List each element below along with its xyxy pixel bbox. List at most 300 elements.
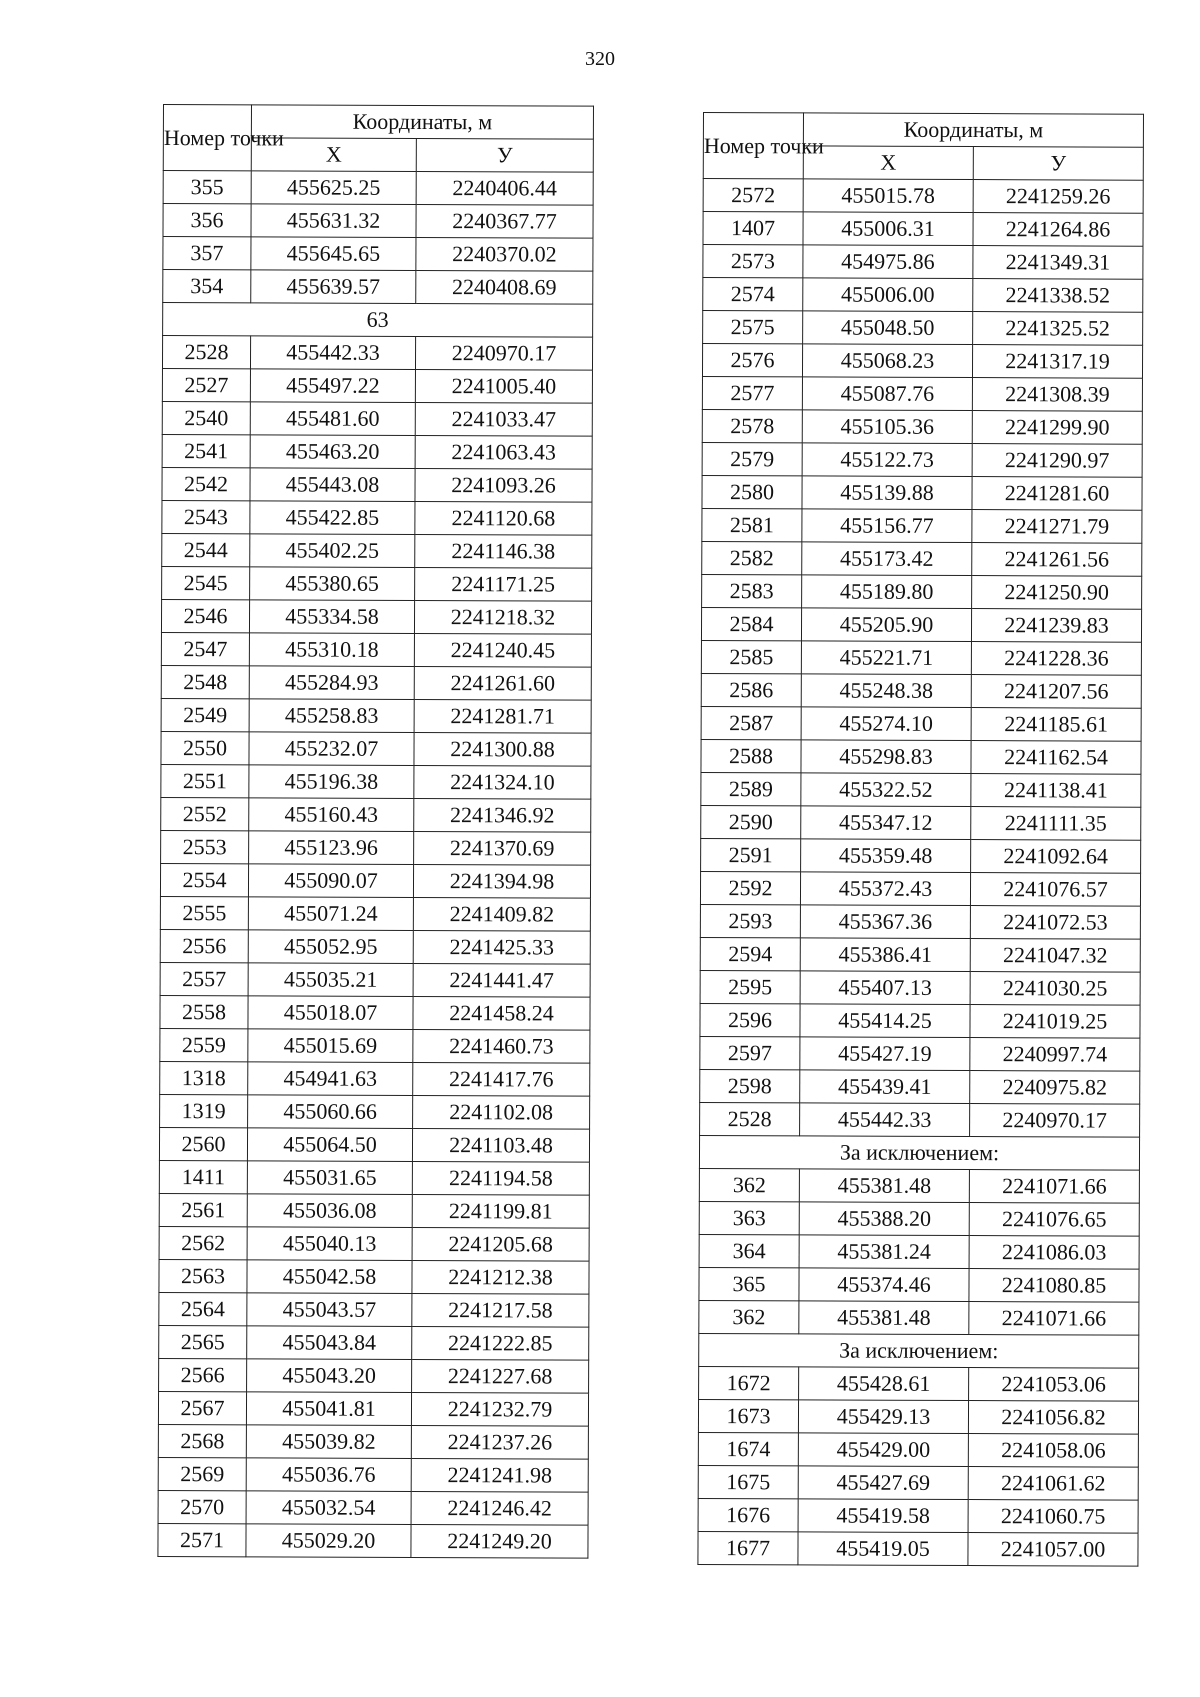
table-row xyxy=(160,995,590,1030)
x-coordinate-cell: 455043.57 xyxy=(247,1293,412,1327)
point-number-cell: 364 xyxy=(699,1234,799,1267)
y-coordinate-cell: 2241072.53 xyxy=(970,906,1140,940)
y-coordinate-cell: 2241271.79 xyxy=(972,510,1142,544)
table-row xyxy=(698,1399,1138,1434)
point-number-cell: 2561 xyxy=(159,1193,247,1226)
point-number-cell: 2558 xyxy=(160,995,248,1028)
x-coordinate-cell: 455443.08 xyxy=(250,468,415,502)
x-coordinate-cell: 455645.65 xyxy=(251,237,416,271)
table-row xyxy=(160,1094,590,1129)
section-row xyxy=(699,1333,1139,1368)
table-row xyxy=(162,533,592,568)
x-coordinate-cell: 455419.05 xyxy=(798,1532,968,1566)
table-row xyxy=(699,1201,1139,1236)
x-coordinate-cell: 455018.07 xyxy=(248,996,413,1030)
header-point-number: Номер точки xyxy=(703,113,803,179)
table-row xyxy=(700,1069,1140,1104)
y-coordinate-cell: 2241217.58 xyxy=(412,1293,589,1327)
y-coordinate-cell: 2241005.40 xyxy=(415,369,592,403)
point-number-cell: 2549 xyxy=(161,698,249,731)
y-coordinate-cell: 2241047.32 xyxy=(970,939,1140,973)
y-coordinate-cell: 2241111.35 xyxy=(971,807,1141,841)
y-coordinate-cell: 2241138.41 xyxy=(971,774,1141,808)
y-coordinate-cell: 2241370.69 xyxy=(414,831,591,865)
x-coordinate-cell: 455032.54 xyxy=(246,1491,411,1525)
point-number-cell: 2562 xyxy=(159,1226,247,1259)
table-row xyxy=(161,797,591,832)
x-coordinate-cell: 455439.41 xyxy=(800,1070,970,1104)
y-coordinate-cell: 2241240.45 xyxy=(414,633,591,667)
x-coordinate-cell: 455205.90 xyxy=(801,608,971,642)
y-coordinate-cell: 2241338.52 xyxy=(973,279,1143,313)
y-coordinate-cell: 2241207.56 xyxy=(971,675,1141,709)
x-coordinate-cell: 455631.32 xyxy=(251,204,416,238)
y-coordinate-cell: 2241199.81 xyxy=(412,1194,589,1228)
x-coordinate-cell: 455380.65 xyxy=(250,567,415,601)
y-coordinate-cell: 2241058.06 xyxy=(968,1434,1138,1468)
y-coordinate-cell: 2241019.25 xyxy=(970,1005,1140,1039)
point-number-cell: 2570 xyxy=(158,1490,246,1523)
y-coordinate-cell: 2241092.64 xyxy=(971,840,1141,874)
point-number-cell: 2567 xyxy=(158,1391,246,1424)
y-coordinate-cell: 2241093.26 xyxy=(415,468,592,502)
table-row xyxy=(699,1234,1139,1269)
table-row xyxy=(700,970,1140,1005)
table-row xyxy=(703,245,1143,280)
x-coordinate-cell: 455429.00 xyxy=(798,1433,968,1467)
table-row xyxy=(159,1160,589,1195)
y-coordinate-cell: 2240975.82 xyxy=(970,1071,1140,1105)
y-coordinate-cell: 2241057.00 xyxy=(968,1533,1138,1567)
y-coordinate-cell: 2241185.61 xyxy=(971,708,1141,742)
y-coordinate-cell: 2240970.17 xyxy=(415,336,592,370)
x-coordinate-cell: 455463.20 xyxy=(250,435,415,469)
y-coordinate-cell: 2241349.31 xyxy=(973,246,1143,280)
point-number-cell: 2552 xyxy=(161,797,249,830)
table-row xyxy=(702,574,1142,609)
point-number-cell: 2560 xyxy=(159,1127,247,1160)
y-coordinate-cell: 2241060.75 xyxy=(968,1500,1138,1534)
point-number-cell: 355 xyxy=(163,171,251,204)
y-coordinate-cell: 2241030.25 xyxy=(970,972,1140,1006)
table-row xyxy=(162,336,592,371)
table-row xyxy=(162,434,592,469)
section-row xyxy=(163,303,593,338)
table-row xyxy=(160,929,590,964)
point-number-cell: 357 xyxy=(163,237,251,270)
table-body xyxy=(158,171,593,1559)
table-row xyxy=(160,896,590,931)
y-coordinate-cell: 2241425.33 xyxy=(413,930,590,964)
point-number-cell: 2540 xyxy=(162,401,250,434)
table-row xyxy=(159,1193,589,1228)
x-coordinate-cell: 455036.08 xyxy=(247,1194,412,1228)
table-row xyxy=(701,607,1141,642)
coordinates-table-right xyxy=(697,112,1144,1567)
point-number-cell: 1674 xyxy=(698,1432,798,1465)
y-coordinate-cell: 2241076.65 xyxy=(969,1203,1139,1237)
point-number-cell: 2551 xyxy=(161,764,249,797)
x-coordinate-cell: 455052.95 xyxy=(248,930,413,964)
x-coordinate-cell: 455071.24 xyxy=(248,897,413,931)
table-row xyxy=(162,401,592,436)
y-coordinate-cell: 2241227.68 xyxy=(412,1359,589,1393)
table-row xyxy=(702,442,1142,477)
point-number-cell: 2596 xyxy=(700,1003,800,1036)
table-row xyxy=(702,409,1142,444)
table-row xyxy=(158,1424,588,1459)
table-row xyxy=(158,1490,588,1525)
y-coordinate-cell: 2241071.66 xyxy=(969,1170,1139,1204)
header-x: X xyxy=(251,138,416,172)
y-coordinate-cell: 2241417.76 xyxy=(413,1062,590,1096)
point-number-cell: 2546 xyxy=(161,599,249,632)
x-coordinate-cell: 455035.21 xyxy=(248,963,413,997)
x-coordinate-cell: 455310.18 xyxy=(249,633,414,667)
x-coordinate-cell: 455087.76 xyxy=(802,377,972,411)
table-row xyxy=(702,541,1142,576)
y-coordinate-cell: 2241120.68 xyxy=(415,501,592,535)
point-number-cell: 2587 xyxy=(701,706,801,739)
point-number-cell: 2592 xyxy=(700,871,800,904)
table-row xyxy=(160,1028,590,1063)
x-coordinate-cell: 455139.88 xyxy=(802,476,972,510)
table-row xyxy=(703,212,1143,247)
table-row xyxy=(163,204,593,239)
table-row xyxy=(700,1102,1140,1137)
table-row xyxy=(159,1325,589,1360)
x-coordinate-cell: 455374.46 xyxy=(799,1268,969,1302)
x-coordinate-cell: 455422.85 xyxy=(250,501,415,535)
table-row xyxy=(159,1358,589,1393)
header-y: У xyxy=(416,138,593,172)
point-number-cell: 2564 xyxy=(159,1292,247,1325)
x-coordinate-cell: 455381.24 xyxy=(799,1235,969,1269)
y-coordinate-cell: 2241071.66 xyxy=(969,1302,1139,1336)
x-coordinate-cell: 455427.19 xyxy=(800,1037,970,1071)
x-coordinate-cell: 454975.86 xyxy=(803,245,973,279)
point-number-cell: 2554 xyxy=(160,863,248,896)
point-number-cell: 1411 xyxy=(159,1160,247,1193)
y-coordinate-cell: 2241460.73 xyxy=(413,1029,590,1063)
y-coordinate-cell: 2241250.90 xyxy=(972,576,1142,610)
y-coordinate-cell: 2241162.54 xyxy=(971,741,1141,775)
y-coordinate-cell: 2241394.98 xyxy=(413,864,590,898)
x-coordinate-cell: 455298.83 xyxy=(801,740,971,774)
x-coordinate-cell: 455274.10 xyxy=(801,707,971,741)
y-coordinate-cell: 2241441.47 xyxy=(413,963,590,997)
point-number-cell: 2557 xyxy=(160,962,248,995)
y-coordinate-cell: 2241264.86 xyxy=(973,213,1143,247)
x-coordinate-cell: 455036.76 xyxy=(246,1458,411,1492)
point-number-cell: 1407 xyxy=(703,212,803,245)
table-row xyxy=(161,731,591,766)
y-coordinate-cell: 2241325.52 xyxy=(973,312,1143,346)
table-row xyxy=(703,311,1143,346)
point-number-cell: 2569 xyxy=(158,1457,246,1490)
point-number-cell: 2559 xyxy=(160,1028,248,1061)
point-number-cell: 1677 xyxy=(698,1531,798,1564)
table-row xyxy=(159,1292,589,1327)
table-row xyxy=(162,500,592,535)
table-row xyxy=(699,1267,1139,1302)
point-number-cell: 2598 xyxy=(700,1069,800,1102)
y-coordinate-cell: 2241063.43 xyxy=(415,435,592,469)
y-coordinate-cell: 2241261.60 xyxy=(414,666,591,700)
x-coordinate-cell: 455407.13 xyxy=(800,971,970,1005)
point-number-cell: 2563 xyxy=(159,1259,247,1292)
table-row xyxy=(161,599,591,634)
y-coordinate-cell: 2241102.08 xyxy=(413,1095,590,1129)
y-coordinate-cell: 2241171.25 xyxy=(415,567,592,601)
table-row xyxy=(158,1523,588,1558)
point-number-cell: 2582 xyxy=(702,541,802,574)
y-coordinate-cell: 2241458.24 xyxy=(413,996,590,1030)
y-coordinate-cell: 2241205.68 xyxy=(412,1227,589,1261)
table-row xyxy=(699,1366,1139,1401)
table-row xyxy=(700,1036,1140,1071)
point-number-cell: 1319 xyxy=(160,1094,248,1127)
y-coordinate-cell: 2240408.69 xyxy=(416,270,593,304)
table-row xyxy=(700,1003,1140,1038)
point-number-cell: 2581 xyxy=(702,508,802,541)
y-coordinate-cell: 2241080.85 xyxy=(969,1269,1139,1303)
x-coordinate-cell: 455064.50 xyxy=(247,1128,412,1162)
table-row xyxy=(159,1127,589,1162)
y-coordinate-cell: 2240367.77 xyxy=(416,204,593,238)
x-coordinate-cell: 455189.80 xyxy=(802,575,972,609)
header-coordinates: Координаты, м xyxy=(803,113,1143,147)
table-row xyxy=(160,863,590,898)
header-x: X xyxy=(803,146,973,180)
point-number-cell: 2585 xyxy=(701,640,801,673)
y-coordinate-cell: 2241061.62 xyxy=(968,1467,1138,1501)
point-number-cell: 363 xyxy=(699,1201,799,1234)
y-coordinate-cell: 2241241.98 xyxy=(411,1458,588,1492)
point-number-cell: 2578 xyxy=(702,409,802,442)
point-number-cell: 2542 xyxy=(162,467,250,500)
point-number-cell: 2527 xyxy=(162,368,250,401)
table-row xyxy=(701,772,1141,807)
x-coordinate-cell: 455043.84 xyxy=(247,1326,412,1360)
table-row xyxy=(161,830,591,865)
x-coordinate-cell: 455402.25 xyxy=(250,534,415,568)
point-number-cell: 2595 xyxy=(700,970,800,1003)
table-row xyxy=(161,764,591,799)
x-coordinate-cell: 455381.48 xyxy=(799,1301,969,1335)
point-number-cell: 2545 xyxy=(162,566,250,599)
table-row xyxy=(163,171,593,206)
y-coordinate-cell: 2241281.60 xyxy=(972,477,1142,511)
point-number-cell: 2586 xyxy=(701,673,801,706)
y-coordinate-cell: 2241346.92 xyxy=(414,798,591,832)
point-number-cell: 2590 xyxy=(701,805,801,838)
table-row xyxy=(701,640,1141,675)
section-label: За исключением: xyxy=(699,1333,1139,1368)
point-number-cell: 2577 xyxy=(702,376,802,409)
point-number-cell: 2575 xyxy=(703,311,803,344)
table-row xyxy=(700,904,1140,939)
table-row xyxy=(701,805,1141,840)
point-number-cell: 2543 xyxy=(162,500,250,533)
x-coordinate-cell: 455414.25 xyxy=(800,1004,970,1038)
table-row xyxy=(702,508,1142,543)
y-coordinate-cell: 2241086.03 xyxy=(969,1236,1139,1270)
point-number-cell: 2541 xyxy=(162,434,250,467)
point-number-cell: 2579 xyxy=(702,442,802,475)
x-coordinate-cell: 455347.12 xyxy=(801,806,971,840)
x-coordinate-cell: 455381.48 xyxy=(799,1169,969,1203)
y-coordinate-cell: 2241053.06 xyxy=(969,1368,1139,1402)
x-coordinate-cell: 455042.58 xyxy=(247,1260,412,1294)
x-coordinate-cell: 455173.42 xyxy=(802,542,972,576)
point-number-cell: 365 xyxy=(699,1267,799,1300)
y-coordinate-cell: 2240406.44 xyxy=(416,171,593,205)
y-coordinate-cell: 2241194.58 xyxy=(412,1161,589,1195)
table-row xyxy=(162,368,592,403)
x-coordinate-cell: 455388.20 xyxy=(799,1202,969,1236)
table-row xyxy=(162,566,592,601)
point-number-cell: 2576 xyxy=(702,344,802,377)
point-number-cell: 2573 xyxy=(703,245,803,278)
point-number-cell: 2528 xyxy=(162,336,250,369)
page-number: 320 xyxy=(585,48,615,70)
y-coordinate-cell: 2241218.32 xyxy=(414,600,591,634)
point-number-cell: 2588 xyxy=(701,739,801,772)
y-coordinate-cell: 2241146.38 xyxy=(415,534,592,568)
y-coordinate-cell: 2241232.79 xyxy=(411,1392,588,1426)
table-row xyxy=(702,376,1142,411)
y-coordinate-cell: 2241409.82 xyxy=(413,897,590,931)
header-y: У xyxy=(973,147,1143,181)
point-number-cell: 356 xyxy=(163,204,251,237)
point-number-cell: 1676 xyxy=(698,1498,798,1531)
point-number-cell: 362 xyxy=(699,1168,799,1201)
table-row xyxy=(163,237,593,272)
y-coordinate-cell: 2241237.26 xyxy=(411,1425,588,1459)
x-coordinate-cell: 455221.71 xyxy=(801,641,971,675)
x-coordinate-cell: 455427.69 xyxy=(798,1466,968,1500)
x-coordinate-cell: 455284.93 xyxy=(249,666,414,700)
point-number-cell: 2591 xyxy=(701,838,801,871)
x-coordinate-cell: 455160.43 xyxy=(249,798,414,832)
x-coordinate-cell: 455039.82 xyxy=(246,1425,411,1459)
coordinates-table-left xyxy=(157,104,594,1559)
y-coordinate-cell: 2240997.74 xyxy=(970,1038,1140,1072)
table-row xyxy=(701,838,1141,873)
x-coordinate-cell: 455497.22 xyxy=(250,369,415,403)
point-number-cell: 354 xyxy=(163,270,251,303)
y-coordinate-cell: 2241239.83 xyxy=(971,609,1141,643)
x-coordinate-cell: 455031.65 xyxy=(247,1161,412,1195)
point-number-cell: 2548 xyxy=(161,665,249,698)
x-coordinate-cell: 455006.00 xyxy=(803,278,973,312)
x-coordinate-cell: 455639.57 xyxy=(251,270,416,304)
x-coordinate-cell: 455043.20 xyxy=(247,1359,412,1393)
table-row xyxy=(161,632,591,667)
point-number-cell: 2550 xyxy=(161,731,249,764)
table-row xyxy=(700,937,1140,972)
point-number-cell: 362 xyxy=(699,1300,799,1333)
y-coordinate-cell: 2241228.36 xyxy=(971,642,1141,676)
x-coordinate-cell: 455442.33 xyxy=(800,1103,970,1137)
x-coordinate-cell: 454941.63 xyxy=(248,1062,413,1096)
table-row xyxy=(701,739,1141,774)
y-coordinate-cell: 2241299.90 xyxy=(972,411,1142,445)
table-row xyxy=(699,1168,1139,1203)
point-number-cell: 1673 xyxy=(698,1399,798,1432)
point-number-cell: 2566 xyxy=(159,1358,247,1391)
section-row xyxy=(699,1135,1139,1170)
header-point-number: Номер точки xyxy=(163,105,251,171)
table-row xyxy=(161,698,591,733)
x-coordinate-cell: 455359.48 xyxy=(801,839,971,873)
table-row xyxy=(698,1531,1138,1566)
x-coordinate-cell: 455060.66 xyxy=(248,1095,413,1129)
y-coordinate-cell: 2241249.20 xyxy=(411,1524,588,1558)
point-number-cell: 2593 xyxy=(700,904,800,937)
y-coordinate-cell: 2241290.97 xyxy=(972,444,1142,478)
table-row xyxy=(703,179,1143,214)
y-coordinate-cell: 2241222.85 xyxy=(412,1326,589,1360)
point-number-cell: 1672 xyxy=(699,1366,799,1399)
x-coordinate-cell: 455322.52 xyxy=(801,773,971,807)
table-row xyxy=(160,962,590,997)
point-number-cell: 2580 xyxy=(702,475,802,508)
point-number-cell: 2553 xyxy=(161,830,249,863)
table-row xyxy=(159,1226,589,1261)
table-body xyxy=(698,179,1143,1567)
table-row xyxy=(158,1457,588,1492)
section-label: 63 xyxy=(163,303,593,338)
x-coordinate-cell: 455006.31 xyxy=(803,212,973,246)
table-row xyxy=(700,871,1140,906)
x-coordinate-cell: 455156.77 xyxy=(802,509,972,543)
x-coordinate-cell: 455481.60 xyxy=(250,402,415,436)
y-coordinate-cell: 2241076.57 xyxy=(970,873,1140,907)
table-header xyxy=(163,105,593,173)
x-coordinate-cell: 455334.58 xyxy=(249,600,414,634)
x-coordinate-cell: 455123.96 xyxy=(249,831,414,865)
x-coordinate-cell: 455428.61 xyxy=(799,1367,969,1401)
table-row xyxy=(159,1259,589,1294)
point-number-cell: 2544 xyxy=(162,533,250,566)
x-coordinate-cell: 455372.43 xyxy=(800,872,970,906)
table-row xyxy=(158,1391,588,1426)
y-coordinate-cell: 2241212.38 xyxy=(412,1260,589,1294)
point-number-cell: 2571 xyxy=(158,1523,246,1556)
section-label: За исключением: xyxy=(699,1135,1139,1170)
table-row xyxy=(701,706,1141,741)
point-number-cell: 2565 xyxy=(159,1325,247,1358)
point-number-cell: 2574 xyxy=(703,278,803,311)
y-coordinate-cell: 2240370.02 xyxy=(416,237,593,271)
header-coordinates: Координаты, м xyxy=(251,105,593,139)
point-number-cell: 2572 xyxy=(703,179,803,212)
table-header xyxy=(703,113,1143,181)
table-row xyxy=(701,673,1141,708)
x-coordinate-cell: 455122.73 xyxy=(802,443,972,477)
point-number-cell: 2556 xyxy=(160,929,248,962)
table-row xyxy=(703,278,1143,313)
x-coordinate-cell: 455015.78 xyxy=(803,179,973,213)
y-coordinate-cell: 2241033.47 xyxy=(415,402,592,436)
x-coordinate-cell: 455386.41 xyxy=(800,938,970,972)
table-row xyxy=(160,1061,590,1096)
y-coordinate-cell: 2241308.39 xyxy=(972,378,1142,412)
y-coordinate-cell: 2241300.88 xyxy=(414,732,591,766)
y-coordinate-cell: 2241261.56 xyxy=(972,543,1142,577)
